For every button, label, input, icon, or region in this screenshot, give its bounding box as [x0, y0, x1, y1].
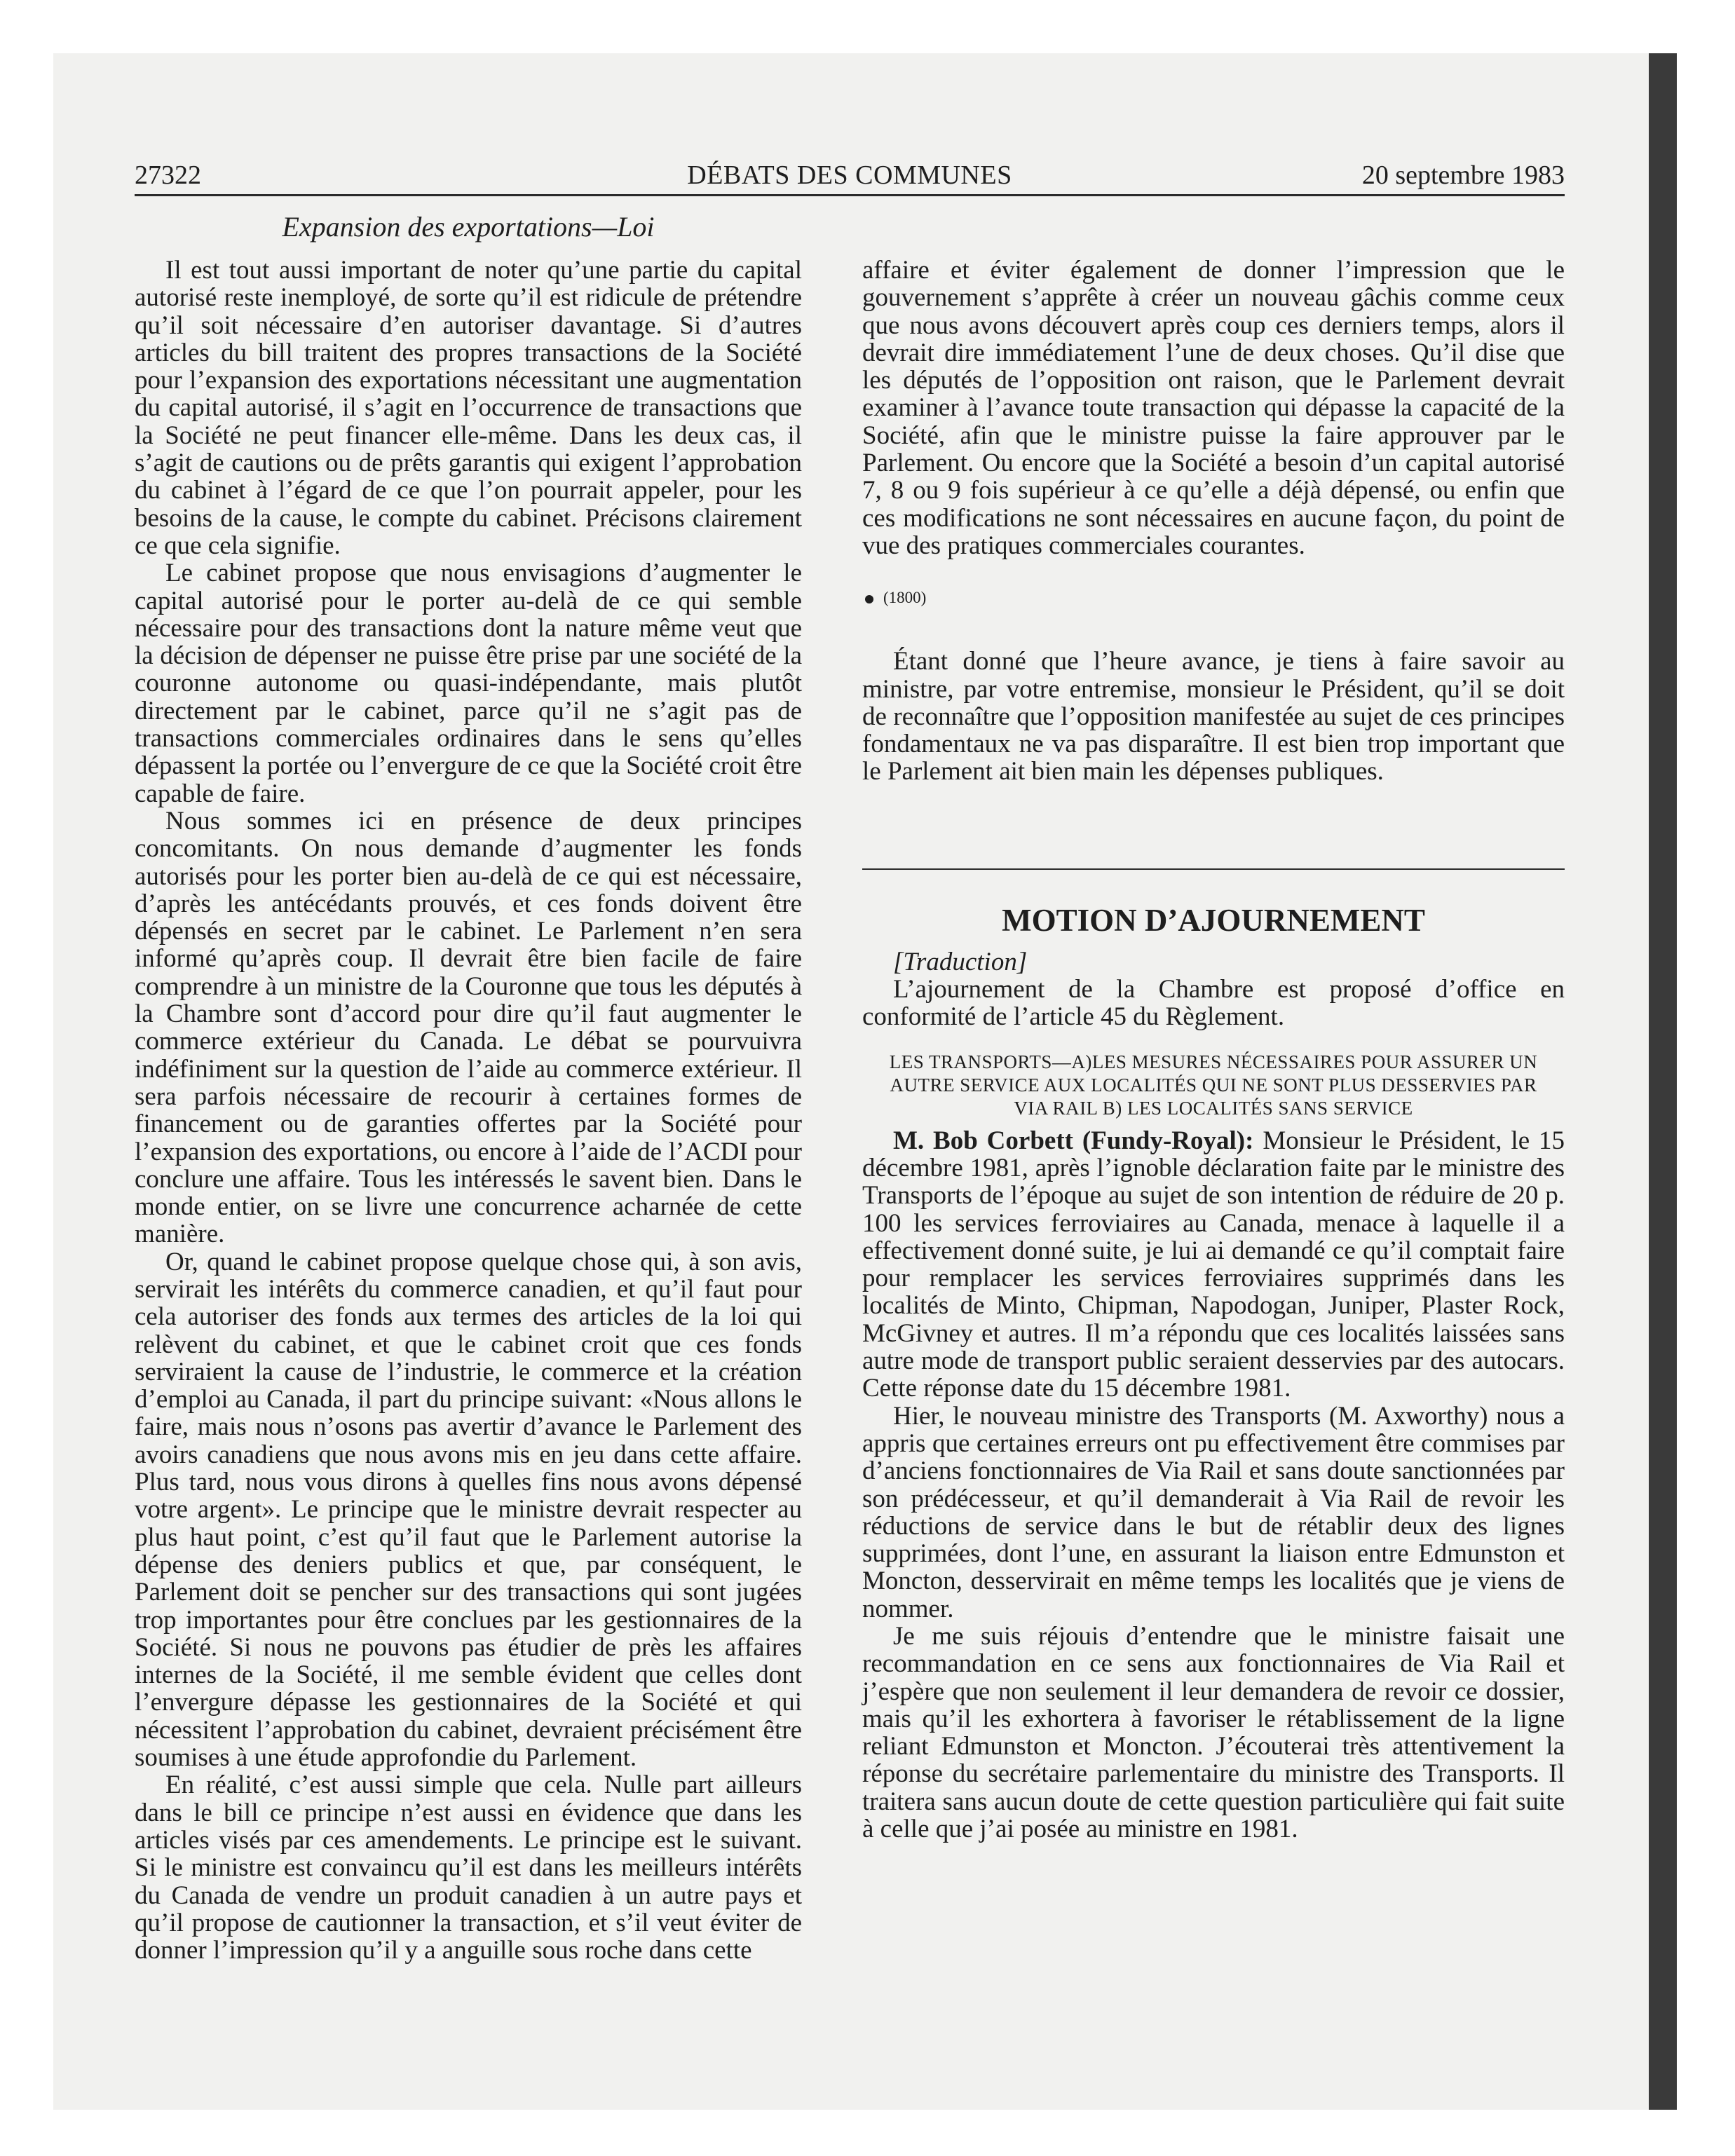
- paragraph: Or, quand le cabinet propose quelque chose qui, à son avis, servirait les intérêts du commerce canadien, et qu’il faut pour cela autoriser des fonds aux termes des articles de la loi qui relèvent du cabinet, et que le cabinet croit que ces fonds serviraient la cause de l’industrie, le commerce et la création d’emploi au Canada, il part du principe suivant: «Nous allons le faire, mais nous n’osons pas avertir d’avance le Parlement des avoirs canadiens que nous avons mis en jeu dans cette affaire. Plus tard, nous vous dirons à quelles fins nous avons dépensé votre argent». Le principe que le ministre devrait respecter au plus haut point, c’est qu’il faut que le Parlement autorise la dépense des deniers publics et que, par conséquent, le Parlement doit se pencher sur des transactions qui sont jugées trop importantes pour être conclues par les gestionnaires de la Société. Si nous ne pouvons pas étudier de près les affaires internes de la Société, il me semble évident que celles dont l’envergure dépasse les gestionnaires de la Société et qui nécessitent l’approbation du cabinet, devraient précisément être soumises à une étude approfondie du Parlement.: [135, 1247, 802, 1773]
- translation-tag: [Traduction]: [893, 947, 1028, 976]
- paragraph: Il est tout aussi important de noter qu’une partie du capital autorisé reste inemployé, de sorte qu’il est ridicule de prétendre qu’il soit nécessaire d’en autoriser davantage. Si d’autres articles du bill traitent des propres transactions de la Société pour l’expansion des exportations nécessitant une augmentation du capital autorisé, il s’agit en l’occurrence de transactions que la Société ne peut financer elle-même. Dans les deux cas, il s’agit de cautions ou de prêts garantis qui exigent l’approbation du cabinet à l’égard de ce que l’on pourrait appeler, pour les besoins de la cause, le compte du cabinet. Précisons clairement ce que cela signifie.: [135, 256, 802, 560]
- publication-title: DÉBATS DES COMMUNES: [687, 161, 1012, 190]
- running-head: Expansion des exportations—Loi: [282, 211, 655, 243]
- time-marker: [862, 587, 1565, 608]
- left-column: [135, 257, 802, 1964]
- subheading: LES TRANSPORTS—A)LES MESURES NÉCESSAIRES POUR ASSURER UN AUTRE SERVICE AUX LOCALITÉS QUI NE SONT PLUS DESSERVIES PAR VIA RAIL B) LES LOCALITÉS SANS SERVICE: [889, 1051, 1538, 1119]
- speech-text: Monsieur le Président, le 15 décembre 1981, après l’ignoble déclaration faite par le ministre des Transports de l’époque au sujet de son intention de réduire de 20 p. 100 les services ferroviaires au Canada, menace à laquelle il a effectivement donné suite, je lui ai demandé ce qu’il comptait faire pour remplacer les services ferroviaires supprimés dans les localités de Minto, Chipman, Napodogan, Juniper, Plaster Rock, McGivney et autres. Il m’a répondu que ces localités laissées sans autre mode de transport public seraient desservies par des autocars. Cette réponse date du 15 décembre 1981.: [862, 1126, 1565, 1403]
- paragraph: Nous sommes ici en présence de deux principes concomitants. On nous demande d’augmenter les fonds autorisés pour les porter bien au-delà de ce qui est nécessaire, d’après les antécédants prouvés, et ces fonds doivent être dépensés en secret par le cabinet. Le Parlement n’en sera informé qu’après coup. Il devrait être bien facile de faire comprendre à un ministre de la Couronne que tous les députés à la Chambre sont d’accord pour dire qu’il faut augmenter le commerce extérieur du Canada. Le débat se pourvuivra indéfiniment sur la question de l’aide au commerce extérieur. Il sera parfois nécessaire de recourir à certaines formes de financement ou de garanties offertes par la Société pour l’expansion des exportations, ou encore à l’aide de l’ACDI pour conclure une affaire. Tous les intéressés le savent bien. Dans le monde entier, on se livre une concurrence acharnée de cette manière.: [135, 806, 802, 1249]
- speech-paragraph: [862, 1127, 1565, 1403]
- time-marker-text: (1800): [883, 589, 927, 607]
- paragraph: Étant donné que l’heure avance, je tiens à faire savoir au ministre, par votre entremise, monsieur le Président, qu’il se doit de reconnaître que l’opposition manifestée au sujet de ces principes fondamentaux ne va pas disparaître. Il est bien trop important que le Parlement ait bien main les dépenses publiques.: [862, 647, 1565, 786]
- continued-paragraph: affaire et éviter également de donner l’impression que le gouvernement s’apprête à créer un nouveau gâchis comme ceux que nous avons découvert après coup ces derniers temps, alors il devrait dire immédiatement l’une de deux choses. Qu’il dise que les députés de l’opposition ont raison, que le Parlement devrait examiner à l’avance toute transaction qui dépasse la capacité de la Société, afin que le ministre puisse la faire approuver par le Parlement. Ou encore que la Société a besoin d’un capital autorisé 7, 8 ou 9 fois supérieur à ce qu’elle a déjà dépensé, ou enfin que ces modifications ne sont nécessaires en aucune façon, du point de vue des pratiques commerciales courantes.: [862, 256, 1565, 560]
- paragraph: L’ajournement de la Chambre est proposé d’office en conformité de l’article 45 du Règlement.: [862, 975, 1565, 1032]
- publication-date: 20 septembre 1983: [1361, 161, 1565, 190]
- paragraph: Je me suis réjouis d’entendre que le ministre faisait une recommandation en ce sens aux fonctionnaires de Via Rail et j’espère que non seulement il leur demandera de revoir ce dossier, mais qu’il les exhortera à favoriser le rétablissement de la ligne reliant Edmunston et Moncton. J’écouterai très attentivement la réponse du secrétaire parlementaire du ministre des Transports. Il traitera sans aucun doute de cette question particulière qui fait suite à celle que j’ai posée au ministre en 1981.: [862, 1621, 1565, 1844]
- scan-edge-bar: [1649, 53, 1677, 2110]
- right-column: [862, 257, 1565, 1843]
- paragraph: En réalité, c’est aussi simple que cela. Nulle part ailleurs dans le bill ce principe n’est aussi en évidence que dans les articles visés par ces amendements. Le principe est le suivant. Si le ministre est convaincu qu’il est dans les meilleurs intérêts du Canada de vendre un produit canadien à un autre pays et qu’il propose de cautionner la transaction, et s’il veut éviter de donner l’impression qu’il y a anguille sous roche dans cette: [135, 1770, 802, 1965]
- speaker-name: M. Bob Corbett (Fundy-Royal):: [893, 1126, 1254, 1155]
- page-header: [135, 158, 1565, 192]
- header-rule: [135, 194, 1565, 196]
- page-number: 27322: [135, 161, 201, 190]
- paragraph: Hier, le nouveau ministre des Transports (M. Axworthy) nous a appris que certaines erreurs ont pu effectivement être commises par d’anciens fonctionnaires de Via Rail et sans doute sanctionnées par son prédécesseur, et qu’il demanderait à Via Rail de revoir les réductions de service dans le but de rétablir deux des lignes supprimées, dont l’une, en assurant la liaison entre Edmunston et Moncton, desservirait en même temps les localités que je viens de nommer.: [862, 1401, 1565, 1623]
- section-divider: [862, 868, 1565, 870]
- bullet-icon: [865, 595, 873, 603]
- paragraph: Le cabinet propose que nous envisagions d’augmenter le capital autorisé pour le porter au-delà de ce qui semble nécessaire pour des transactions dont la nature même veut que la décision de dépenser ne puisse être prise par une société de la couronne autonome ou quasi-indépendante, mais plutôt directement par le cabinet, parce qu’il ne s’agit pas de transactions commerciales ordinaires dans le sens qu’elles dépassent la portée ou l’envergure de ce que la Société croit être capable de faire.: [135, 559, 802, 808]
- section-title: MOTION D’AJOURNEMENT: [1002, 902, 1425, 938]
